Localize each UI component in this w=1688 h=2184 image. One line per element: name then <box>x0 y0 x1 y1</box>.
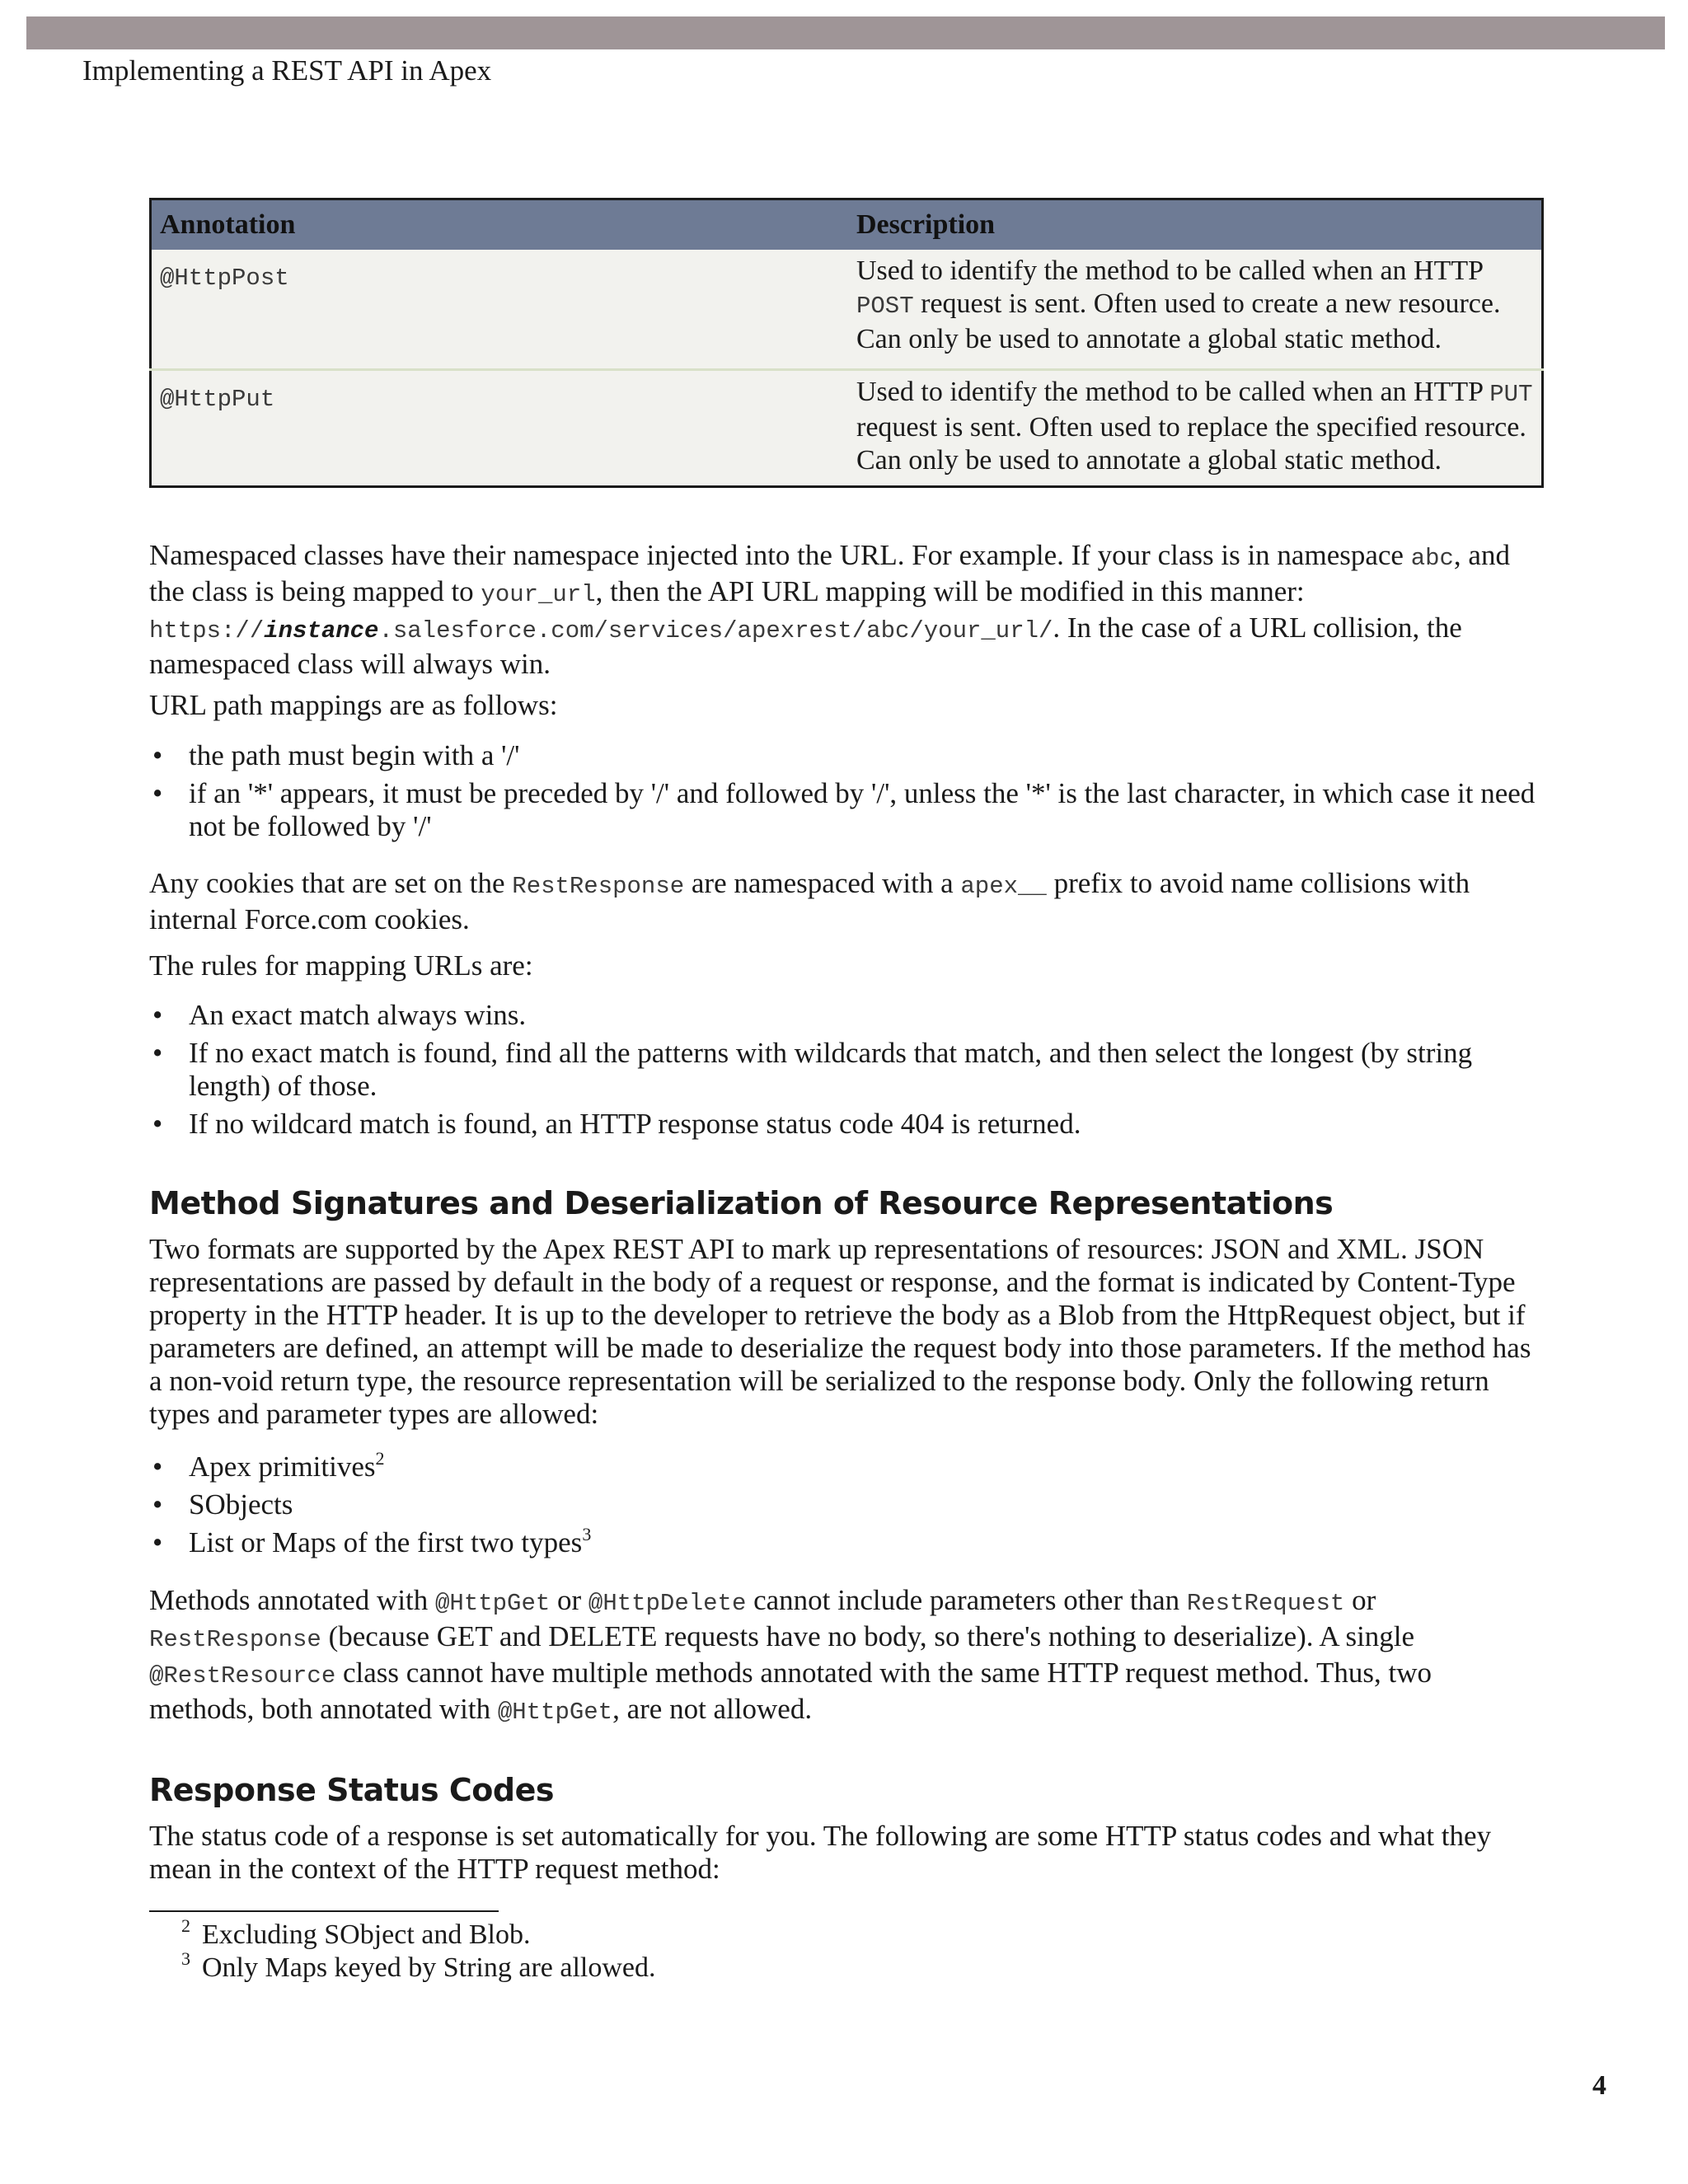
status-codes-paragraph <box>149 1820 1544 1886</box>
types-list <box>149 1448 1544 1564</box>
rules-intro <box>149 949 1544 982</box>
text-run: , are not allowed. <box>612 1693 813 1725</box>
footnote-rule <box>149 1910 499 1912</box>
list-item-text: the path must begin with a '/' <box>189 739 520 771</box>
text-run: cannot include parameters other than <box>746 1584 1187 1616</box>
list-item-text: If no wildcard match is found, an HTTP response status code 404 is returned. <box>189 1108 1081 1140</box>
text-run: or <box>1344 1584 1376 1616</box>
annotation-table <box>149 198 1544 488</box>
description-text: request is sent. Often used to replace the specified resource. Can only be used to annotate a global static method. <box>856 411 1526 476</box>
code-run: @RestResource <box>149 1662 336 1690</box>
list-item: • Apex primitives$^2$ <box>152 1448 385 1483</box>
text-run: or <box>550 1584 588 1616</box>
description-code: POST <box>856 293 914 320</box>
list-item: • the path must begin with a '/' <box>152 739 520 771</box>
table-header-row <box>151 199 1543 251</box>
list-item: • if an '*' appears, it must be preceded by '/' and followed by '/', unless the '*' is the last character, in which case it need not be followed by '/' <box>152 777 1536 842</box>
footnote <box>181 1948 656 1985</box>
footnote <box>181 1915 531 1952</box>
code-run: RestRequest <box>1186 1590 1345 1617</box>
text-run: , and the class is being mapped to <box>149 539 1510 607</box>
list-item: • List or Maps of the first two types$^3$ <box>152 1524 592 1558</box>
text-run: Namespaced classes have their namespace injected into the URL. For example. If your class is in namespace <box>149 539 1411 571</box>
text-run: class cannot have multiple methods annotated with the same HTTP request method. Thus, two methods, both annotated with <box>149 1657 1432 1725</box>
header-bar <box>26 16 1665 49</box>
code-run: apex__ <box>960 873 1047 900</box>
footnote-text: Excluding SObject and Blob. <box>202 1919 531 1950</box>
table-cell-description <box>848 250 1543 369</box>
description-text: Used to identify the method to be called when an HTTP <box>856 376 1490 407</box>
table-header-description: Description <box>848 199 1543 251</box>
paragraph-text: The status code of a response is set automatically for you. The following are some HTTP status codes and what they mean in the context of the HTTP request method: <box>149 1820 1492 1885</box>
list-item-text: SObjects <box>189 1488 293 1521</box>
heading-text: Method Signatures and Deserialization of Resource Representations <box>149 1185 1334 1221</box>
cookies-paragraph <box>149 867 1544 936</box>
heading-text: Response Status Codes <box>149 1772 554 1808</box>
text-run: , then the API URL mapping will be modified in this manner: <box>595 575 1305 607</box>
section-heading-method-signatures <box>149 1183 1544 1223</box>
page-number: 4 <box>1592 2070 1606 2101</box>
section-heading-response-status-codes <box>149 1770 1544 1810</box>
table-row <box>151 250 1543 369</box>
list-item-text: Apex primitives <box>189 1451 376 1483</box>
table-cell-description <box>848 369 1543 486</box>
url-run: https:// <box>149 617 265 644</box>
footnote-text: Only Maps keyed by String are allowed. <box>202 1952 656 1983</box>
footnote-ref: 3 <box>582 1524 592 1544</box>
rules-list <box>149 999 1544 1146</box>
namespace-paragraph <box>149 539 1544 681</box>
code-run: @HttpGet <box>435 1590 551 1617</box>
annotation-code: @HttpPost <box>160 265 289 292</box>
url-run: .salesforce.com/services/apexrest/abc/your_url/ <box>378 617 1053 644</box>
description-code: PUT <box>1489 380 1533 408</box>
list-item-text: List or Maps of the first two types <box>189 1526 583 1558</box>
methods-paragraph <box>149 1584 1544 1729</box>
table-header-annotation: Annotation <box>151 199 849 251</box>
code-run: your_url <box>481 581 596 608</box>
text-run: . In the case of a URL collision, the namespaced class will always win. <box>149 612 1462 680</box>
description-text: request is sent. Often used to create a new resource. Can only be used to annotate a global static method. <box>856 288 1501 354</box>
paragraph-text: Two formats are supported by the Apex REST API to mark up representations of resources: JSON and XML. JSON representations are passed by default in the body of a request or response, and the format is indicated by Content-Type property in the HTTP header. It is up to the developer to retrieve the body as a Blob from the HttpRequest object, but if parameters are defined, an attempt will be made to deserialize the request body into those parameters. If the method has a non-void return type, the resource representation will be serialized to the response body. Only the following return types and parameter types are allowed: <box>149 1233 1531 1430</box>
paragraph-text: The rules for mapping URLs are: <box>149 949 533 982</box>
code-run: RestResponse <box>512 873 685 900</box>
url-placeholder: instance <box>264 617 379 644</box>
list-item-text: If no exact match is found, find all the patterns with wildcards that match, and then select the longest (by string length) of those. <box>189 1037 1473 1102</box>
path-intro <box>149 689 1544 722</box>
footnote-ref: 2 <box>375 1448 385 1469</box>
code-run: @HttpDelete <box>588 1590 747 1617</box>
list-item-text: An exact match always wins. <box>189 999 527 1031</box>
text-run: are namespaced with a <box>684 867 961 899</box>
code-run: @HttpGet <box>497 1699 613 1726</box>
code-run: RestResponse <box>149 1626 321 1653</box>
annotation-code: @HttpPut <box>160 385 275 413</box>
page-body <box>149 198 1544 1885</box>
formats-paragraph <box>149 1233 1544 1431</box>
text-run: Any cookies that are set on the <box>149 867 513 899</box>
paragraph-text: URL path mappings are as follows: <box>149 689 558 721</box>
list-item: • If no exact match is found, find all the patterns with wildcards that match, and then select the longest (by string length) of those. <box>152 1037 1473 1102</box>
table-cell-annotation <box>151 369 849 486</box>
path-rules-list <box>149 739 1544 848</box>
list-item: • SObjects <box>152 1488 293 1521</box>
list-item: • If no wildcard match is found, an HTTP response status code 404 is returned. <box>152 1108 1081 1140</box>
table-cell-annotation <box>151 250 849 369</box>
table-row <box>151 369 1543 486</box>
list-item-text: if an '*' appears, it must be preceded by '/' and followed by '/', unless the '*' is the last character, in which case it need not be followed by '/' <box>189 777 1536 842</box>
text-run: (because GET and DELETE requests have no body, so there's nothing to deserialize). A single <box>321 1620 1415 1652</box>
running-title: Implementing a REST API in Apex <box>82 54 492 87</box>
footnote-number: 3 <box>181 1948 190 1969</box>
code-run: abc <box>1410 545 1454 572</box>
description-text: Used to identify the method to be called when an HTTP <box>856 255 1483 286</box>
text-run: Methods annotated with <box>149 1584 436 1616</box>
footnote-number: 2 <box>181 1915 190 1936</box>
list-item: • An exact match always wins. <box>152 999 527 1031</box>
text-run: prefix to avoid name collisions with internal Force.com cookies. <box>149 867 1470 935</box>
